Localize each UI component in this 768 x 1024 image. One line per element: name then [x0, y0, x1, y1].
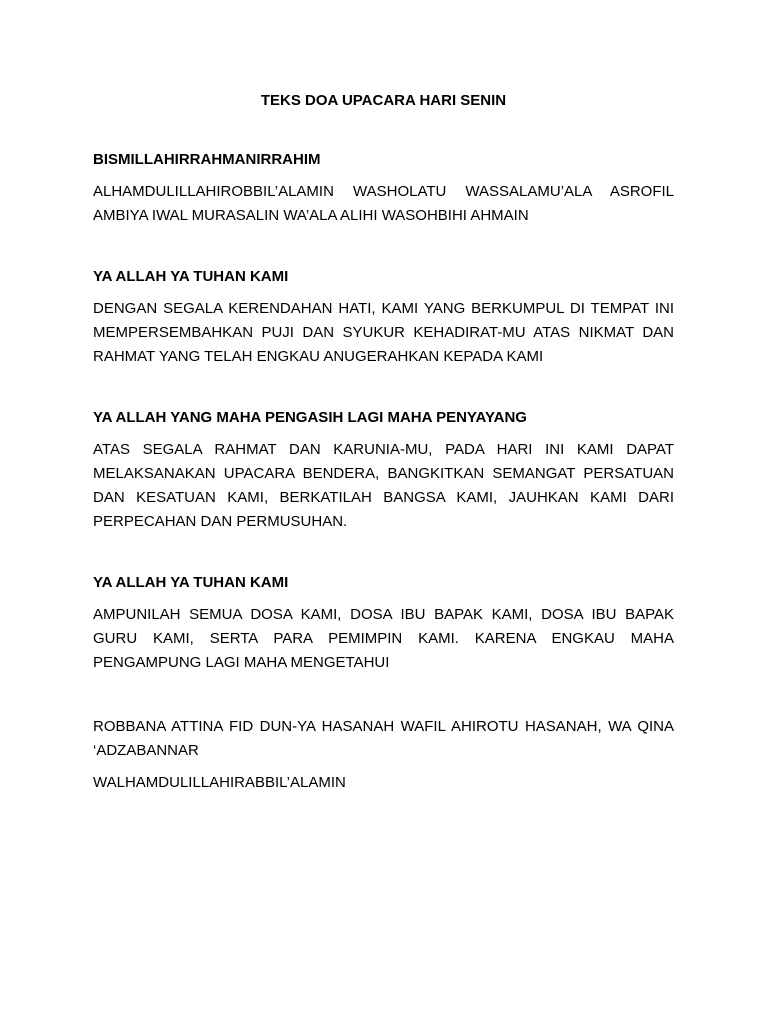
section-1: [93, 148, 674, 228]
spacer: [93, 542, 674, 571]
section-heading: YA ALLAH YA TUHAN KAMI: [93, 574, 289, 591]
section-body: DENGAN SEGALA KERENDAHAN HATI, KAMI YANG BERKUMPUL DI TEMPAT INI MEMPERSEMBAHKAN PUJI DAN SYUKUR KEHADIRAT-MU ATAS NIKMAT DAN RAHMAT YANG TELAH ENGKAU ANUGERAHKAN KEPADA KAMI: [93, 300, 674, 365]
spacer: [93, 683, 674, 715]
section-heading: YA ALLAH YANG MAHA PENGASIH LAGI MAHA PENYAYANG: [93, 409, 527, 426]
spacer: [93, 236, 674, 265]
spacer: [93, 377, 674, 406]
section-2: [93, 265, 674, 369]
closing-line: WALHAMDULILLAHIRABBIL’ALAMIN: [93, 774, 346, 791]
closing-prayer: ROBBANA ATTINA FID DUN-YA HASANAH WAFIL AHIROTU HASANAH, WA QINA ‘ADZABANNAR: [93, 718, 674, 759]
section-heading: YA ALLAH YA TUHAN KAMI: [93, 268, 289, 285]
section-4: [93, 571, 674, 675]
section-heading: BISMILLAHIRRAHMANIRRAHIM: [93, 151, 321, 168]
section-body: ALHAMDULILLAHIROBBIL’ALAMIN WASHOLATU WASSALAMU’ALA ASROFIL AMBIYA IWAL MURASALIN WA’ALA ALIHI WASOHBIHI AHMAIN: [93, 183, 674, 224]
document-title: TEKS DOA UPACARA HARI SENIN: [260, 92, 507, 109]
section-body: ATAS SEGALA RAHMAT DAN KARUNIA-MU, PADA HARI INI KAMI DAPAT MELAKSANAKAN UPACARA BENDERA, BANGKITKAN SEMANGAT PERSATUAN DAN KESATUAN KAMI, BERKATILAH BANGSA KAMI, JAUHKAN KAMI DARI PERPECAHAN DAN PERMUSUHAN.: [93, 441, 674, 530]
section-body: AMPUNILAH SEMUA DOSA KAMI, DOSA IBU BAPAK KAMI, DOSA IBU BAPAK GURU KAMI, SERTA PARA PEMIMPIN KAMI. KARENA ENGKAU MAHA PENGAMPUNG LAGI MAHA MENGETAHUI: [93, 606, 674, 671]
section-3: [93, 406, 674, 534]
